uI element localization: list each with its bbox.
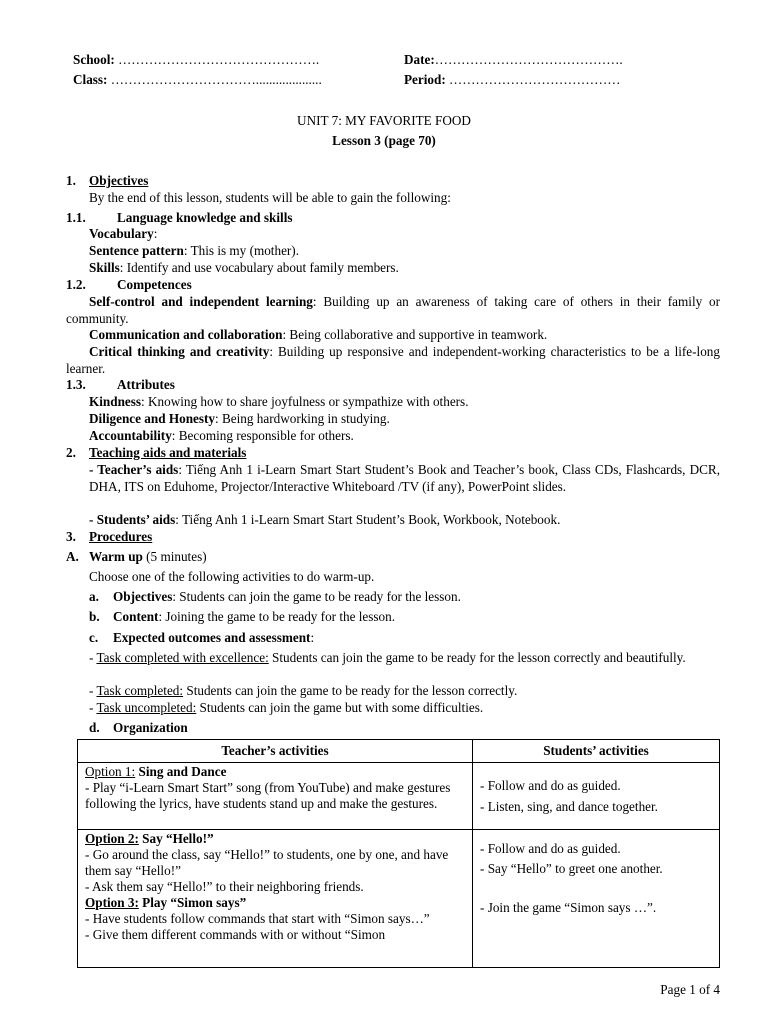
diligence-line	[89, 411, 390, 428]
table-row	[78, 830, 720, 968]
skills-text: : Identify and use vocabulary about family members.	[119, 260, 399, 275]
item-b-letter: b.	[89, 609, 100, 624]
section-2-heading: Teaching aids and materials	[89, 445, 247, 460]
excellence-label: Task completed with excellence:	[96, 650, 269, 665]
skills-label: Skills	[89, 260, 120, 275]
warmup-letter: A.	[66, 549, 79, 564]
item-c-line	[113, 630, 314, 647]
item-d-label: Organization	[113, 720, 188, 735]
option-1-name: Sing and Dance	[135, 764, 227, 779]
option-3-title-line	[85, 895, 465, 911]
item-d-letter: d.	[89, 720, 100, 735]
communication-line	[89, 327, 547, 344]
communication-label: Communication and collaboration	[89, 327, 283, 342]
completed-line: - Task completed: Students can join the game to be ready for the lesson correctly.	[89, 683, 518, 698]
communication-text: : Being collaborative and supportive in teamwork.	[282, 327, 548, 342]
critical-thinking-paragraph	[66, 344, 720, 377]
option-1-student-cell	[473, 763, 720, 830]
section-1-heading: Objectives	[89, 173, 149, 188]
option-2-label: Option 2:	[85, 831, 139, 846]
period-field	[404, 72, 620, 89]
class-label: Class:	[73, 72, 108, 87]
skills-line	[89, 260, 399, 277]
warmup-choose: Choose one of the following activities to do warm-up.	[89, 569, 375, 584]
section-1-1-heading: Language knowledge and skills	[117, 210, 293, 225]
option-3-label: Option 3:	[85, 895, 139, 910]
section-3-number: 3.	[66, 529, 76, 544]
option-1-label: Option 1:	[85, 764, 136, 779]
item-a-label: Objectives	[113, 589, 173, 604]
option-2-title-line	[85, 831, 465, 847]
option-2-student-action-1: - Follow and do as guided.	[480, 841, 621, 856]
period-label: Period:	[404, 72, 446, 87]
option-2-3-student-cell	[473, 830, 720, 968]
item-a-letter: a.	[89, 589, 99, 604]
item-a-line	[113, 589, 461, 606]
uncompleted-text: Students can join the game but with some difficulties.	[196, 700, 484, 715]
date-field	[404, 52, 623, 69]
class-dots: ……………………………....................	[107, 72, 322, 87]
option-3-name: Play “Simon says”	[138, 895, 247, 910]
option-2-student-action-2: - Say “Hello” to greet one another.	[480, 861, 663, 876]
item-c-label: Expected outcomes and assessment	[113, 630, 311, 645]
completed-text: Students can join the game to be ready for the lesson correctly.	[183, 683, 518, 698]
students-activities-header: Students’ activities	[473, 740, 720, 763]
option-2-text-1: - Go around the class, say “Hello!” to students, one by one, and have them say “Hello!”	[85, 847, 449, 878]
option-2-3-teacher-cell	[78, 830, 473, 968]
teachers-activities-header: Teacher’s activities	[78, 740, 473, 763]
date-label: Date:	[404, 52, 435, 67]
kindness-text: : Knowing how to share joyfulness or sympathize with others.	[141, 394, 469, 409]
students-aids-text: : Tiếng Anh 1 i-Learn Smart Start Student’s Book, Workbook, Notebook.	[175, 512, 561, 527]
completed-label: Task completed:	[96, 683, 184, 698]
item-b-text: : Joining the game to be ready for the lesson.	[158, 609, 396, 624]
option-3-student-action-1: - Join the game “Simon says …”.	[480, 900, 657, 915]
warmup-heading: Warm up	[89, 549, 143, 564]
section-3-heading: Procedures	[89, 529, 153, 544]
school-field	[73, 52, 319, 69]
kindness-label: Kindness	[89, 394, 142, 409]
date-dots: …………………………………….	[434, 52, 623, 67]
critical-thinking-label: Critical thinking and creativity	[89, 344, 270, 359]
page-number: Page 1 of 4	[660, 982, 720, 997]
school-label: School:	[73, 52, 115, 67]
teachers-aids-text: : Tiếng Anh 1 i-Learn Smart Start Student’s Book and Teacher’s book, Class CDs, Flashcards, DCR, DHA, ITS on Eduhome, Projector/Interactive Whiteboard /TV (if any), PowerPoint slides.	[89, 462, 720, 494]
objectives-intro: By the end of this lesson, students will be able to gain the following:	[89, 190, 451, 205]
option-1-title-line	[85, 764, 465, 780]
option-1-teacher-cell	[78, 763, 473, 830]
accountability-line	[89, 428, 354, 445]
excellence-text: Students can join the game to be ready for the lesson correctly and beautifully.	[268, 650, 686, 665]
section-1-2-heading: Competences	[117, 277, 192, 292]
section-1-3-heading: Attributes	[117, 377, 175, 392]
uncompleted-label: Task uncompleted:	[96, 700, 197, 715]
self-control-label: Self-control and independent learning	[89, 294, 313, 309]
teachers-aids-paragraph	[89, 462, 720, 495]
school-dots: ……………………………………….	[114, 52, 320, 67]
section-1-number: 1.	[66, 173, 76, 188]
option-1-student-action-1: - Follow and do as guided.	[480, 778, 621, 793]
class-field	[73, 72, 322, 89]
section-1-1-number: 1.1.	[66, 210, 86, 225]
warmup-time: (5 minutes)	[142, 549, 207, 564]
section-1-2-number: 1.2.	[66, 277, 86, 292]
table-row	[78, 763, 720, 830]
kindness-line	[89, 394, 469, 411]
period-dots: …………………………………	[445, 72, 621, 87]
section-2-number: 2.	[66, 445, 76, 460]
critical-thinking-text: : Building up responsive and independent-working characteristics to be a life-long learner.	[66, 344, 720, 376]
warmup-line	[89, 549, 207, 566]
diligence-text: : Being hardworking in studying.	[215, 411, 390, 426]
self-control-paragraph	[66, 294, 720, 327]
item-c-letter: c.	[89, 630, 99, 645]
diligence-label: Diligence and Honesty	[89, 411, 216, 426]
option-3-text-2: - Give them different commands with or without “Simon	[85, 927, 386, 942]
sentence-pattern-line	[89, 243, 299, 260]
vocabulary-label: Vocabulary	[89, 226, 154, 241]
option-1-text: - Play “i-Learn Smart Start” song (from YouTube) and make gestures following the lyrics, have students stand up and make the gestures.	[85, 780, 451, 811]
table-header-row	[78, 740, 720, 763]
option-2-text-2: - Ask them say “Hello!” to their neighboring friends.	[85, 879, 364, 894]
students-aids-label: - Students’ aids	[89, 512, 176, 527]
option-2-name: Say “Hello!”	[138, 831, 214, 846]
section-1-3-number: 1.3.	[66, 377, 86, 392]
uncompleted-line: - Task uncompleted: Students can join the game but with some difficulties.	[89, 700, 484, 715]
item-b-label: Content	[113, 609, 159, 624]
self-control-text: : Building up an awareness of taking care of others in their family or community.	[66, 294, 721, 326]
item-b-line	[113, 609, 395, 626]
lesson-subtitle: Lesson 3 (page 70)	[332, 133, 436, 148]
item-a-text: : Students can join the game to be ready for the lesson.	[172, 589, 461, 604]
students-aids-line	[89, 512, 560, 529]
unit-title: UNIT 7: MY FAVORITE FOOD	[297, 113, 471, 128]
excellence-paragraph: - Task completed with excellence: Students can join the game to be ready for the lesson correctly and beautifully.	[89, 650, 686, 665]
vocabulary-text: :	[153, 226, 158, 241]
accountability-label: Accountability	[89, 428, 172, 443]
item-c-text: :	[310, 630, 315, 645]
sentence-pattern-label: Sentence pattern	[89, 243, 184, 258]
option-3-text-1: - Have students follow commands that start with “Simon says…”	[85, 911, 430, 926]
sentence-pattern-text: : This is my (mother).	[183, 243, 299, 258]
teachers-aids-label: - Teacher’s aids	[89, 462, 179, 477]
vocabulary-line	[89, 226, 157, 243]
option-1-student-action-2: - Listen, sing, and dance together.	[480, 799, 658, 814]
accountability-text: : Becoming responsible for others.	[171, 428, 354, 443]
activities-table	[77, 739, 720, 968]
